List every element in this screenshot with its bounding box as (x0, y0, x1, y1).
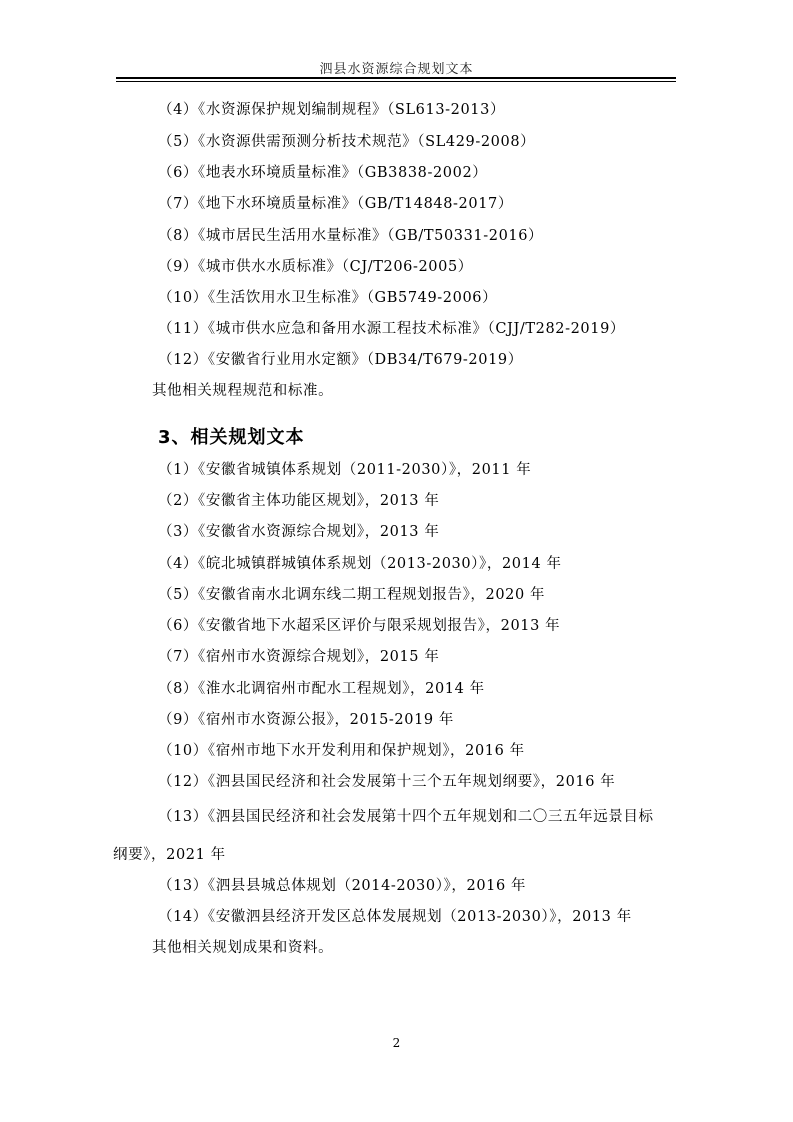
standard-item-12: （12）《安徽省行业用水定额》（DB34/T679-2019） (158, 352, 523, 368)
standards-footer: 其他相关规程规范和标准。 (152, 383, 334, 399)
plan-item-13b: （13）《泗县县城总体规划（2014-2030）》，2016 年 (158, 878, 527, 894)
standard-item-8: （8）《城市居民生活用水量标准》（GB/T50331-2016） (158, 228, 544, 244)
header-rule-thick (116, 77, 676, 79)
plan-item-10: （10）《宿州市地下水开发利用和保护规划》，2016 年 (158, 743, 525, 759)
plan-item-4: （4）《皖北城镇群城镇体系规划（2013-2030）》，2014 年 (158, 556, 562, 572)
plan-item-13a-continuation: 纲要》，2021 年 (113, 847, 226, 863)
standard-item-10: （10）《生活饮用水卫生标准》（GB5749-2006） (158, 290, 498, 306)
plan-item-13a: （13）《泗县国民经济和社会发展第十四个五年规划和二〇三五年远景目标 (158, 809, 654, 825)
plan-item-5: （5）《安徽省南水北调东线二期工程规划报告》，2020 年 (158, 587, 546, 603)
page-header-title: 泗县水资源综合规划文本 (319, 62, 474, 77)
header-rule-thin (116, 81, 676, 82)
plan-item-8: （8）《淮水北调宿州市配水工程规划》，2014 年 (158, 681, 485, 697)
standard-item-11: （11）《城市供水应急和备用水源工程技术标准》（CJJ/T282-2019） (158, 321, 626, 337)
standard-item-9: （9）《城市供水水质标准》（CJ/T206-2005） (158, 259, 473, 275)
plan-item-3: （3）《安徽省水资源综合规划》，2013 年 (158, 524, 440, 540)
plan-item-9: （9）《宿州市水资源公报》，2015-2019 年 (158, 712, 455, 728)
page-number: 2 (392, 1036, 401, 1050)
plans-footer: 其他相关规划成果和资料。 (152, 940, 334, 956)
plan-item-6: （6）《安徽省地下水超采区评价与限采规划报告》，2013 年 (158, 618, 561, 634)
standard-item-4: （4）《水资源保护规划编制规程》（SL613-2013） (158, 102, 506, 118)
section-heading: 3、相关规划文本 (158, 427, 305, 448)
plan-item-7: （7）《宿州市水资源综合规划》，2015 年 (158, 649, 440, 665)
plan-item-12: （12）《泗县国民经济和社会发展第十三个五年规划纲要》，2016 年 (158, 774, 616, 790)
standard-item-6: （6）《地表水环境质量标准》（GB3838-2002） (158, 165, 488, 181)
standard-item-5: （5）《水资源供需预测分析技术规范》（SL429-2008） (158, 134, 536, 150)
plan-item-14: （14）《安徽泗县经济开发区总体发展规划（2013-2030）》，2013 年 (158, 909, 632, 925)
plan-item-2: （2）《安徽省主体功能区规划》，2013 年 (158, 493, 440, 509)
standard-item-7: （7）《地下水环境质量标准》（GB/T14848-2017） (158, 196, 513, 212)
plan-item-1: （1）《安徽省城镇体系规划（2011-2030）》，2011 年 (158, 462, 532, 478)
